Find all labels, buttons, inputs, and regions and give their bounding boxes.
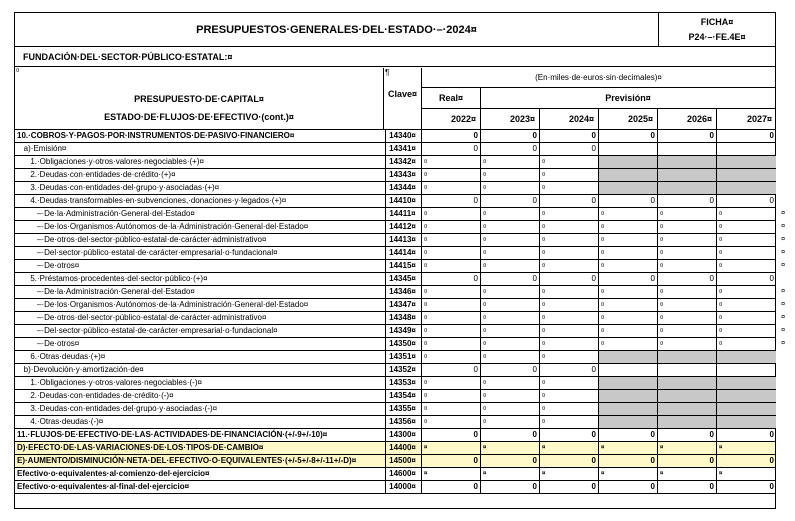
ficha-label: FICHA¤	[700, 17, 734, 27]
value-cell[interactable]: 0	[481, 429, 540, 441]
value-cell[interactable]: ¤	[422, 156, 481, 168]
row-clave: 14600¤	[384, 468, 422, 480]
value-cell[interactable]: ¤	[599, 325, 658, 337]
header-years	[422, 68, 775, 129]
value-cell[interactable]	[717, 351, 776, 363]
value-cell[interactable]: 0	[540, 455, 599, 467]
header-marker: ¤	[16, 68, 20, 74]
value-cell[interactable]: ¤	[422, 416, 481, 428]
value-cell[interactable]: ¤	[599, 260, 658, 272]
value-cell[interactable]: 0	[422, 364, 481, 376]
table-row	[15, 377, 775, 390]
value-cell[interactable]: ¤	[422, 208, 481, 220]
value-cell[interactable]: ¤	[719, 289, 723, 295]
value-cell[interactable]: 0	[599, 481, 658, 493]
table-row	[15, 403, 775, 416]
row-clave: 14349¤	[384, 325, 422, 337]
row-label: 11.·FLUJOS·DE·EFECTIVO·DE·LAS·ACTIVIDADES·DE·FINANCIACIÓN·(+/-9+/-10)¤	[15, 429, 386, 441]
row-clave: 14344¤	[384, 182, 422, 194]
value-cell[interactable]: 0	[599, 195, 658, 207]
year-header: 2025¤	[599, 109, 658, 129]
ficha-code: P24·–·FE.4E¤	[688, 32, 746, 42]
value-cell[interactable]: 0	[658, 273, 717, 285]
row-label: –·De·otros¤	[15, 260, 386, 272]
value-cell[interactable]: ¤	[719, 302, 723, 308]
row-label: 4.·Otras·deudas·(-)¤	[15, 416, 386, 428]
value-cell[interactable]: 0	[658, 429, 717, 441]
row-label: –·De·otros·del·sector·público·estatal·de·carácter·administrativo¤	[15, 312, 386, 324]
value-cell[interactable]: 0	[658, 130, 717, 142]
value-cell[interactable]: 0	[481, 273, 540, 285]
header-clave	[384, 68, 422, 129]
row-label: 10.·COBROS·Y·PAGOS·POR·INSTRUMENTOS·DE·PASIVO·FINANCIERO¤	[15, 130, 386, 142]
table-row	[15, 286, 785, 299]
value-cell[interactable]: ¤	[658, 221, 717, 233]
table-row	[15, 260, 785, 273]
units-label: (En·miles·de·euros·sin·decimales)¤	[422, 68, 775, 88]
row-label: 3.·Deudas·con·entidades·del·grupo·y·asociadas·(-)¤	[15, 403, 386, 415]
value-cell[interactable]: 0	[422, 429, 481, 441]
value-cell[interactable]: 0	[658, 195, 717, 207]
value-cell[interactable]: ¤	[599, 221, 658, 233]
row-clave: 14500¤	[384, 455, 422, 467]
table-row	[15, 338, 785, 351]
value-cell[interactable]: 0	[481, 364, 540, 376]
row-clave: 14415¤	[384, 260, 422, 272]
value-cell[interactable]	[717, 156, 776, 168]
value-cell[interactable]: ¤	[422, 169, 481, 181]
value-cell[interactable]: ¤	[658, 260, 717, 272]
value-cell[interactable]: ¤	[481, 208, 540, 220]
value-cell[interactable]: ¤	[599, 299, 658, 311]
value-cell[interactable]	[717, 390, 776, 402]
value-cell[interactable]	[599, 390, 658, 402]
table-row	[15, 169, 775, 182]
row-label: –·Del·sector·público·estatal·de·carácter·empresarial·o·fundacional¤	[15, 325, 386, 337]
header-concept	[15, 68, 384, 129]
year-header: 2024¤	[540, 109, 599, 129]
value-cell[interactable]	[658, 182, 717, 194]
row-clave: 14356¤	[384, 416, 422, 428]
value-cell[interactable]: 0	[769, 274, 774, 283]
row-end-marker: ¤	[781, 288, 785, 295]
value-cell[interactable]	[717, 377, 776, 389]
row-clave: 14400¤	[384, 442, 422, 454]
value-cell[interactable]: ¤	[599, 338, 658, 350]
real-label: Real¤	[422, 88, 481, 108]
table-row	[15, 442, 775, 455]
value-cell[interactable]: ¤	[540, 208, 599, 220]
document-title: PRESUPUESTOS·GENERALES·DEL·ESTADO·–·2024¤	[15, 13, 659, 46]
value-cell[interactable]: 0	[599, 429, 658, 441]
row-end-marker: ¤	[781, 262, 785, 269]
row-clave: 14342¤	[384, 156, 422, 168]
row-label: 6.·Otras·deudas·(+)¤	[15, 351, 386, 363]
value-cell[interactable]: 0	[769, 430, 774, 439]
row-clave: 14346¤	[384, 286, 422, 298]
table-row	[15, 416, 775, 429]
table-row	[15, 312, 785, 325]
value-cell[interactable]: 0	[422, 130, 481, 142]
value-cell[interactable]: 0	[481, 130, 540, 142]
value-cell[interactable]: ¤	[719, 328, 723, 334]
row-clave: 14352¤	[384, 364, 422, 376]
row-label: 3.·Deudas·con·entidades·del·grupo·y·asociadas·(+)¤	[15, 182, 386, 194]
value-cell[interactable]	[599, 182, 658, 194]
value-cell[interactable]: ¤	[540, 286, 599, 298]
value-cell[interactable]: ¤	[599, 286, 658, 298]
value-cell[interactable]: ¤	[481, 338, 540, 350]
row-clave: 14354¤	[384, 390, 422, 402]
value-cell[interactable]: ¤	[599, 208, 658, 220]
value-cell[interactable]: ¤	[422, 377, 481, 389]
value-cell[interactable]: 0	[658, 455, 717, 467]
table-row	[15, 468, 775, 481]
prevision-label: Previsión¤	[605, 93, 651, 103]
value-cell[interactable]: 0	[422, 273, 481, 285]
value-cell[interactable]: 0	[769, 131, 774, 140]
value-cell[interactable]	[658, 403, 717, 415]
value-cell[interactable]	[717, 169, 776, 181]
row-label: 5.·Préstamos·procedentes·del·sector·público·(+)¤	[15, 273, 386, 285]
value-cell[interactable]: ¤	[481, 221, 540, 233]
value-cell[interactable]: ¤	[658, 468, 717, 480]
value-cell[interactable]: ¤	[422, 325, 481, 337]
row-end-marker: ¤	[781, 223, 785, 230]
value-cell[interactable]	[717, 364, 776, 376]
table-row	[15, 273, 775, 286]
table-row	[15, 156, 775, 169]
value-cell[interactable]: ¤	[422, 247, 481, 259]
row-clave: 14350¤	[384, 338, 422, 350]
table-row	[15, 364, 775, 377]
value-cell[interactable]: ¤	[540, 247, 599, 259]
row-end-marker: ¤	[781, 249, 785, 256]
value-cell[interactable]: ¤	[540, 325, 599, 337]
row-label: Efectivo·o·equivalentes·al·comienzo·del·ejercicio¤	[15, 468, 386, 480]
value-cell[interactable]: ¤	[481, 260, 540, 272]
ficha-box	[659, 13, 775, 48]
row-end-marker: ¤	[781, 314, 785, 321]
row-clave: 14413¤	[384, 234, 422, 246]
value-cell[interactable]	[658, 169, 717, 181]
row-label: 4.·Deudas·transformables·en·subvenciones,·donaciones·y·legados·(+)¤	[15, 195, 386, 207]
row-label: –·De·otros·del·sector·público·estatal·de·carácter·administrativo¤	[15, 234, 386, 246]
value-cell[interactable]: ¤	[540, 260, 599, 272]
value-cell[interactable]: ¤	[481, 286, 540, 298]
value-cell[interactable]: ¤	[599, 468, 658, 480]
value-cell[interactable]: ¤	[481, 390, 540, 402]
value-cell[interactable]: ¤	[540, 377, 599, 389]
value-cell[interactable]: 0	[658, 481, 717, 493]
value-cell[interactable]: ¤	[599, 234, 658, 246]
row-label: 1.·Obligaciones·y·otros·valores·negociables·(-)¤	[15, 377, 386, 389]
value-cell[interactable]: ¤	[481, 403, 540, 415]
value-cell[interactable]	[599, 377, 658, 389]
row-label: –·De·otros¤	[15, 338, 386, 350]
value-cell[interactable]: ¤	[599, 247, 658, 259]
row-label: –·De·la·Administración·General·del·Estado¤	[15, 286, 386, 298]
table-row	[15, 208, 785, 221]
value-cell[interactable]: ¤	[540, 221, 599, 233]
year-header: 2026¤	[658, 109, 717, 129]
value-cell[interactable]: ¤	[540, 312, 599, 324]
value-cell[interactable]: 0	[422, 481, 481, 493]
row-end-marker: ¤	[781, 327, 785, 334]
row-clave: 14000¤	[384, 481, 422, 493]
value-cell[interactable]: ¤	[481, 299, 540, 311]
value-cell[interactable]: ¤	[422, 468, 481, 480]
row-end-marker: ¤	[781, 301, 785, 308]
value-cell[interactable]: 0	[540, 364, 599, 376]
row-clave: 14341¤	[384, 143, 422, 155]
row-label: D)·EFECTO·DE·LAS·VARIACIONES·DE·LOS·TIPOS·DE·CAMBIO¤	[15, 442, 386, 454]
value-cell[interactable]: ¤	[719, 471, 723, 477]
value-cell[interactable]: 0	[481, 455, 540, 467]
value-cell[interactable]	[717, 182, 776, 194]
form-header	[15, 13, 775, 47]
value-cell[interactable]: ¤	[719, 315, 723, 321]
row-clave: 14300¤	[384, 429, 422, 441]
value-cell[interactable]: ¤	[540, 234, 599, 246]
row-clave: 14414¤	[384, 247, 422, 259]
row-label: –·De·los·Organismos·Autónomos·de·la·Administración·General·del·Estado¤	[15, 221, 386, 233]
value-cell[interactable]: ¤	[719, 250, 723, 256]
row-clave: 14412¤	[384, 221, 422, 233]
value-cell[interactable]: ¤	[422, 442, 481, 454]
row-label: –·De·la·Administración·General·del·Estado¤	[15, 208, 386, 220]
value-cell[interactable]	[599, 156, 658, 168]
value-cell[interactable]: ¤	[481, 325, 540, 337]
column-header	[15, 68, 775, 130]
row-label: b)·Devolución·y·amortización·de¤	[15, 364, 386, 376]
value-cell[interactable]	[599, 143, 658, 155]
value-cell[interactable]	[658, 364, 717, 376]
value-cell[interactable]	[599, 403, 658, 415]
value-cell[interactable]	[599, 351, 658, 363]
value-cell[interactable]: ¤	[422, 260, 481, 272]
value-cell[interactable]	[658, 351, 717, 363]
value-cell[interactable]: ¤	[481, 182, 540, 194]
value-cell[interactable]: ¤	[422, 351, 481, 363]
value-cell[interactable]: 0	[540, 130, 599, 142]
value-cell[interactable]: ¤	[540, 390, 599, 402]
value-cell[interactable]: ¤	[658, 442, 717, 454]
value-cell[interactable]: ¤	[481, 351, 540, 363]
value-cell[interactable]: ¤	[658, 312, 717, 324]
row-label: Efectivo·o·equivalentes·al·final·del·ejercicio¤	[15, 481, 386, 493]
value-cell[interactable]: 0	[481, 481, 540, 493]
row-clave: 14353¤	[384, 377, 422, 389]
value-cell[interactable]: ¤	[599, 442, 658, 454]
value-cell[interactable]	[599, 416, 658, 428]
value-cell[interactable]: ¤	[540, 442, 599, 454]
row-clave: 14351¤	[384, 351, 422, 363]
year-header: 2023¤	[481, 109, 540, 129]
value-cell[interactable]: ¤	[422, 312, 481, 324]
value-cell[interactable]: 0	[599, 130, 658, 142]
row-clave: 14340¤	[384, 130, 422, 142]
header-real-prevision	[422, 88, 775, 109]
value-cell[interactable]: ¤	[481, 156, 540, 168]
value-cell[interactable]: ¤	[540, 338, 599, 350]
row-clave: 14347¤	[384, 299, 422, 311]
row-end-marker: ¤	[781, 210, 785, 217]
value-cell[interactable]: ¤	[719, 263, 723, 269]
value-cell[interactable]: ¤	[422, 234, 481, 246]
value-cell[interactable]: ¤	[422, 286, 481, 298]
value-cell[interactable]: ¤	[719, 341, 723, 347]
value-cell[interactable]: 0	[540, 195, 599, 207]
row-label: a)·Emisión¤	[15, 143, 386, 155]
value-cell[interactable]: ¤	[481, 312, 540, 324]
value-cell[interactable]: ¤	[719, 237, 723, 243]
budget-form	[14, 12, 785, 509]
value-cell[interactable]: ¤	[658, 338, 717, 350]
value-cell[interactable]: ¤	[719, 211, 723, 217]
value-cell[interactable]: ¤	[422, 182, 481, 194]
row-label: –·De·los·Organismos·Autónomos·de·la·Administración·General·del·Estado¤	[15, 299, 386, 311]
value-cell[interactable]: ¤	[658, 234, 717, 246]
row-clave: 14343¤	[384, 169, 422, 181]
value-cell[interactable]: ¤	[540, 156, 599, 168]
year-header: 2027¤	[746, 114, 772, 124]
row-label: E)·AUMENTO/DISMINUCIÓN·NETA·DEL·EFECTIVO·O·EQUIVALENTES·(+/-5+/-8+/-11+/-D)¤	[15, 455, 386, 467]
table-row	[15, 143, 775, 156]
value-cell[interactable]	[658, 156, 717, 168]
table-row	[15, 130, 775, 143]
value-cell[interactable]: 0	[422, 455, 481, 467]
value-cell[interactable]: ¤	[422, 390, 481, 402]
value-cell[interactable]: ¤	[481, 377, 540, 389]
row-clave: 14348¤	[384, 312, 422, 324]
row-end-marker: ¤	[781, 340, 785, 347]
value-cell[interactable]: 0	[481, 143, 540, 155]
table-row	[15, 390, 775, 403]
table-row	[15, 221, 785, 234]
value-cell[interactable]: ¤	[481, 169, 540, 181]
table-row	[15, 195, 775, 208]
value-cell[interactable]: 0	[540, 429, 599, 441]
value-cell[interactable]: ¤	[658, 325, 717, 337]
value-cell[interactable]: ¤	[481, 468, 540, 480]
table-row	[15, 325, 785, 338]
value-cell[interactable]: ¤	[540, 299, 599, 311]
organismo-label: FUNDACIÓN·DEL·SECTOR·PÚBLICO·ESTATAL:¤	[15, 47, 775, 67]
value-cell[interactable]	[717, 416, 776, 428]
row-clave: 14355¤	[384, 403, 422, 415]
table-row	[15, 299, 785, 312]
value-cell[interactable]: 0	[769, 196, 774, 205]
value-cell[interactable]: 0	[422, 143, 481, 155]
row-clave: 14345¤	[384, 273, 422, 285]
row-label: 1.·Obligaciones·y·otros·valores·negociables·(+)¤	[15, 156, 386, 168]
row-label: 2.·Deudas·con·entidades·de·crédito·(+)¤	[15, 169, 386, 181]
year-row	[422, 109, 775, 129]
table-row	[15, 234, 785, 247]
table-row	[15, 351, 775, 364]
year-header: 2022¤	[422, 109, 481, 129]
value-cell[interactable]: ¤	[540, 351, 599, 363]
value-cell[interactable]: ¤	[481, 442, 540, 454]
value-cell[interactable]: ¤	[481, 234, 540, 246]
value-cell[interactable]: ¤	[422, 221, 481, 233]
row-clave: 14410¤	[384, 195, 422, 207]
value-cell[interactable]: ¤	[719, 445, 723, 451]
value-cell[interactable]: ¤	[481, 416, 540, 428]
value-cell[interactable]: 0	[422, 195, 481, 207]
value-cell[interactable]: 0	[599, 455, 658, 467]
value-cell[interactable]: 0	[540, 143, 599, 155]
value-cell[interactable]: ¤	[658, 208, 717, 220]
value-cell[interactable]	[658, 377, 717, 389]
value-cell[interactable]: ¤	[540, 468, 599, 480]
row-clave: 14411¤	[384, 208, 422, 220]
value-cell[interactable]: 0	[481, 195, 540, 207]
value-cell[interactable]: ¤	[658, 299, 717, 311]
clave-mark: ¶	[385, 68, 390, 77]
value-cell[interactable]: 0	[540, 273, 599, 285]
table-row	[15, 182, 775, 195]
value-cell[interactable]	[599, 169, 658, 181]
table-row	[15, 455, 775, 468]
value-cell[interactable]	[658, 416, 717, 428]
value-cell[interactable]	[717, 143, 776, 155]
value-cell[interactable]: ¤	[658, 247, 717, 259]
value-cell[interactable]: ¤	[540, 182, 599, 194]
table-row	[15, 247, 785, 260]
table-row	[15, 429, 775, 442]
row-label: 2.·Deudas·con·entidades·de·crédito·(-)¤	[15, 390, 386, 402]
value-cell[interactable]	[717, 403, 776, 415]
header-line1: PRESUPUESTO·DE·CAPITAL¤	[134, 94, 264, 104]
value-cell[interactable]: 0	[599, 273, 658, 285]
clave-label: Clave¤	[387, 89, 418, 99]
value-cell[interactable]: ¤	[599, 312, 658, 324]
value-cell[interactable]: ¤	[422, 338, 481, 350]
value-cell[interactable]	[599, 364, 658, 376]
value-cell[interactable]: ¤	[422, 299, 481, 311]
value-cell[interactable]: ¤	[481, 247, 540, 259]
value-cell[interactable]: ¤	[540, 416, 599, 428]
value-cell[interactable]: ¤	[719, 224, 723, 230]
value-cell[interactable]: ¤	[540, 169, 599, 181]
value-cell[interactable]: ¤	[422, 403, 481, 415]
table-row	[15, 481, 775, 494]
value-cell[interactable]: ¤	[540, 403, 599, 415]
value-cell[interactable]: 0	[769, 482, 774, 491]
value-cell[interactable]: 0	[769, 456, 774, 465]
header-line2: ESTADO·DE·FLUJOS·DE·EFECTIVO·(cont.)¤	[104, 112, 294, 122]
value-cell[interactable]	[658, 390, 717, 402]
value-cell[interactable]: 0	[540, 481, 599, 493]
value-cell[interactable]	[658, 143, 717, 155]
row-label: –·Del·sector·público·estatal·de·carácter·empresarial·o·fundacional¤	[15, 247, 386, 259]
row-end-marker: ¤	[781, 236, 785, 243]
value-cell[interactable]: ¤	[658, 286, 717, 298]
